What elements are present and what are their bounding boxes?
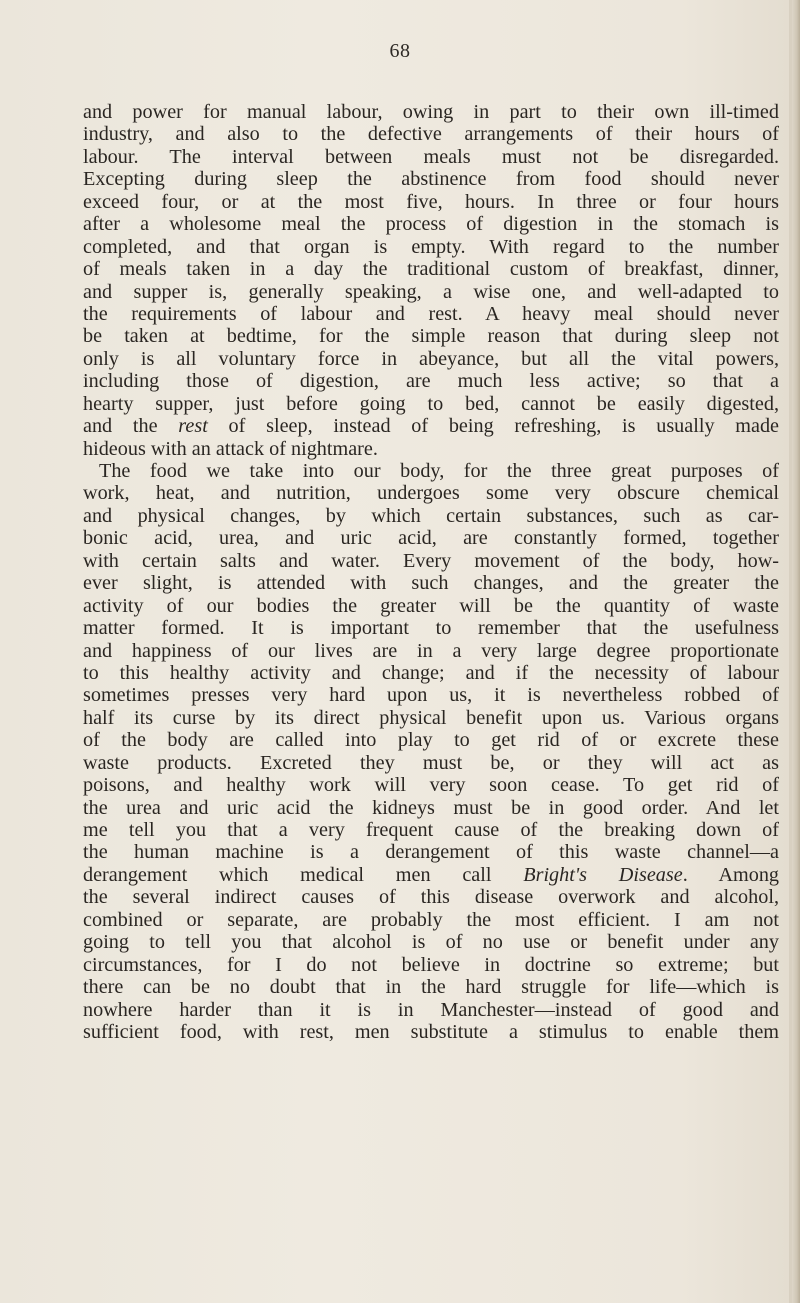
body-text [83, 101, 799, 1043]
text-line: the urea and uric acid the kidneys must be in good order. And let [83, 796, 779, 819]
text-line: nowhere harder than it is in Manchester—instead of good and [83, 998, 779, 1021]
text-line: bonic acid, urea, and uric acid, are constantly formed, together [83, 527, 779, 550]
page-edge [792, 0, 800, 1303]
text-line: Excepting during sleep the abstinence from food should never [83, 168, 779, 191]
text-line: half its curse by its direct physical benefit upon us. Various organs [83, 706, 779, 729]
text-line: and physical changes, by which certain substances, such as car- [83, 504, 779, 527]
text-line: The food we take into our body, for the three great purposes of [99, 460, 779, 482]
text-line: circumstances, for I do not believe in doctrine so extreme; but [83, 953, 779, 976]
text-line: including those of digestion, are much less active; so that a [83, 370, 779, 393]
text-line: only is all voluntary force in abeyance, but all the vital powers, [83, 347, 779, 370]
text-line: exceed four, or at the most five, hours. In three or four hours [83, 190, 779, 213]
text-line: derangement which medical men call Bright's Disease. Among [83, 863, 780, 886]
text-line: completed, and that organ is empty. With regard to the number [83, 235, 779, 258]
text-line: to this healthy activity and change; and if the necessity of labour [83, 661, 779, 684]
text-line: ever slight, is attended with such changes, and the greater the [83, 572, 779, 595]
text-line: going to tell you that alcohol is of no use or benefit under any [83, 931, 779, 954]
text-line: labour. The interval between meals must not be disregarded. [83, 145, 779, 168]
text-line: there can be no doubt that in the hard struggle for life—which is [83, 976, 779, 999]
text-line: the human machine is a derangement of this waste channel—a [83, 841, 779, 864]
text-line: of the body are called into play to get rid of or excrete these [83, 729, 779, 752]
text-line: work, heat, and nutrition, undergoes some very obscure chemical [83, 482, 779, 505]
text-line: be taken at bedtime, for the simple reason that during sleep not [83, 325, 779, 348]
text-line: and power for manual labour, owing in part to their own ill-timed [83, 101, 779, 123]
text-line: after a wholesome meal the process of digestion in the stomach is [83, 213, 779, 236]
italic-emphasis: Bright's Disease [523, 863, 683, 886]
text-line: poisons, and healthy work will very soon cease. To get rid of [83, 774, 779, 797]
text-line: me tell you that a very frequent cause of the breaking down of [83, 819, 779, 841]
text-line: and happiness of our lives are in a very large degree proportionate [83, 639, 779, 662]
text-line: combined or separate, are probably the most efficient. I am not [83, 908, 779, 931]
text-line: waste products. Excreted they must be, or they will act as [83, 751, 779, 774]
text-line: and the rest of sleep, instead of being refreshing, is usually made [83, 415, 779, 438]
page-number: 68 [389, 40, 411, 62]
text-line: the requirements of labour and rest. A heavy meal should never [83, 302, 779, 325]
text-line: hearty supper, just before going to bed, cannot be easily digested, [83, 392, 779, 415]
text-line: and supper is, generally speaking, a wise one, and well-adapted to [83, 280, 779, 303]
text-line: hideous with an attack of nightmare. [83, 437, 378, 460]
text-line: industry, and also to the defective arrangements of their hours of [83, 123, 779, 146]
text-line: with certain salts and water. Every movement of the body, how- [83, 549, 779, 572]
text-line: sufficient food, with rest, men substitute a stimulus to enable them [83, 1020, 779, 1043]
text-line: the several indirect causes of this disease overwork and alcohol, [83, 886, 779, 909]
text-line: of meals taken in a day the traditional custom of breakfast, dinner, [83, 258, 779, 281]
italic-emphasis: rest [178, 415, 208, 438]
text-line: sometimes presses very hard upon us, it is nevertheless robbed of [83, 684, 779, 707]
text-line: matter formed. It is important to remember that the usefulness [83, 617, 779, 640]
text-line: activity of our bodies the greater will be the quantity of waste [83, 594, 779, 617]
